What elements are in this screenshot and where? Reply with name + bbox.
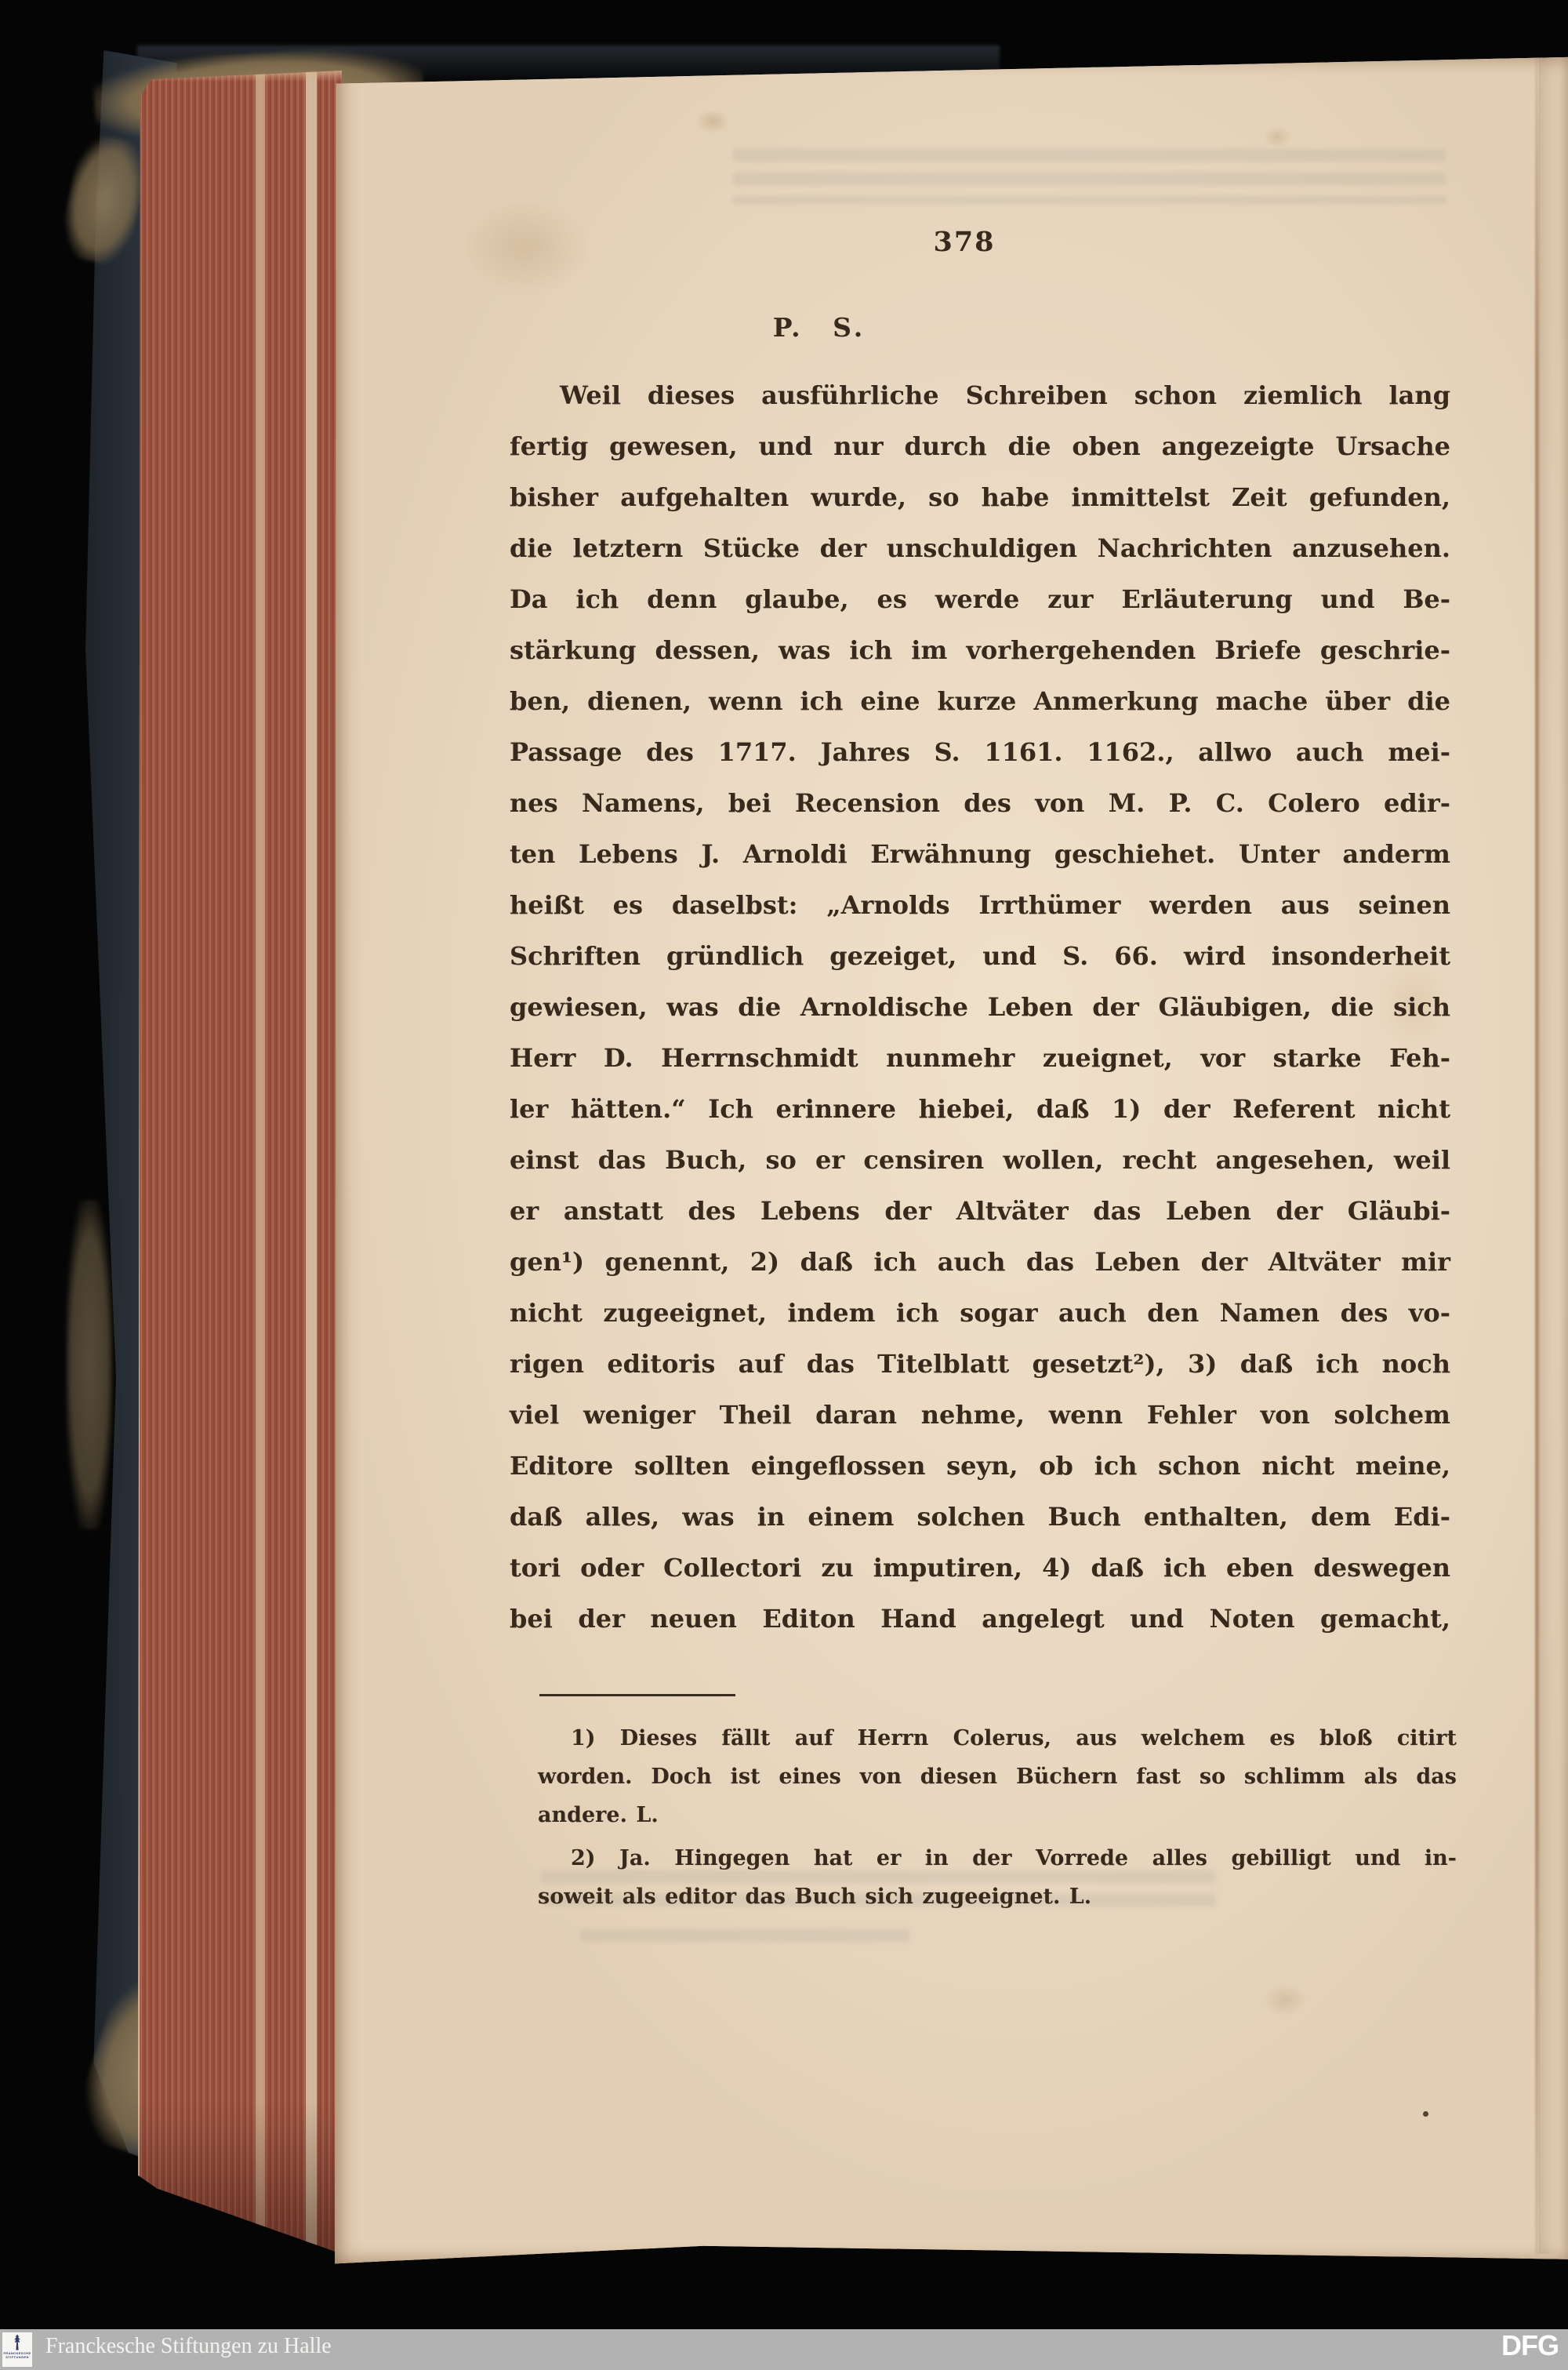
- dfg-logo: DFG: [1501, 2329, 1559, 2361]
- body-line: nicht zugeeignet, indem ich sogar auch den Namen des vo-: [510, 1298, 1450, 1328]
- body-line: Passage des 1717. Jahres S. 1161. 1162., allwo auch mei-: [510, 737, 1450, 767]
- body-line: tori oder Collectori zu imputiren, 4) daß ich eben deswegen: [510, 1553, 1450, 1583]
- library-name-label: Franckesche Stiftungen zu Halle: [45, 2334, 332, 2358]
- logo-caption-line: FRANCKESCHE: [3, 2351, 31, 2355]
- body-line: stärkung dessen, was ich im vorhergehenden Briefe geschrie-: [510, 635, 1450, 665]
- body-line: nes Namens, bei Recension des von M. P. C. Colero edir-: [510, 788, 1450, 818]
- body-line: einst das Buch, so er censiren wollen, recht angesehen, weil: [510, 1145, 1450, 1175]
- body-line: bisher aufgehalten wurde, so habe inmittelst Zeit gefunden,: [510, 482, 1450, 512]
- cover-tear: [66, 1200, 113, 1529]
- body-text: [510, 370, 1450, 1645]
- body-line: Schriften gründlich gezeiget, und S. 66. wird insonderheit: [510, 941, 1450, 971]
- body-line: Da ich denn glaube, es werde zur Erläuterung und Be-: [510, 584, 1450, 614]
- footnote-2: [538, 1839, 1457, 1916]
- footnote-line: andere. L.: [538, 1803, 659, 1827]
- body-line: viel weniger Theil daran nehme, wenn Fehler von solchem: [510, 1400, 1450, 1430]
- francke-foundations-logo: [2, 2332, 32, 2367]
- body-line: Weil dieses ausführliche Schreiben schon ziemlich lang: [560, 380, 1450, 410]
- footnote-separator: [539, 1694, 735, 1696]
- body-line: gewiesen, was die Arnoldische Leben der Gläubigen, die sich: [510, 992, 1450, 1022]
- body-line: ten Lebens J. Arnoldi Erwähnung geschiehet. Unter anderm: [510, 839, 1450, 869]
- footnote-line: 1) Dieses fällt auf Herrn Colerus, aus welchem es bloß citirt: [571, 1726, 1457, 1750]
- body-line: heißt es daselbst: „Arnolds Irrthümer werden aus seinen: [510, 890, 1450, 920]
- eagle-icon: [11, 2334, 24, 2351]
- footnote-line: worden. Doch ist eines von diesen Büchern fast so schlimm als das: [538, 1765, 1457, 1789]
- body-line: Herr D. Herrnschmidt nunmehr zueignet, vor starke Feh-: [510, 1043, 1450, 1073]
- viewer-footer-bar: [0, 2329, 1568, 2370]
- footnote-line: soweit als editor das Buch sich zugeeignet. L.: [538, 1885, 1092, 1909]
- body-line: bei der neuen Editon Hand angelegt und Noten gemacht,: [510, 1604, 1450, 1634]
- body-line: fertig gewesen, und nur durch die oben angezeigte Ursache: [510, 431, 1450, 461]
- book-fore-edge-pages: [132, 71, 342, 2254]
- footnotes: [538, 1719, 1457, 1916]
- postscript-heading: P. S.: [772, 312, 866, 343]
- body-line: gen¹) genennt, 2) daß ich auch das Leben der Altväter mir: [510, 1247, 1450, 1277]
- show-through-text: [580, 1929, 909, 1950]
- body-line: ler hätten.“ Ich erinnere hiebei, daß 1) der Referent nicht: [510, 1094, 1450, 1124]
- body-line: rigen editoris auf das Titelblatt gesetzt²), 3) daß ich noch: [510, 1349, 1450, 1379]
- page-number: 378: [933, 226, 996, 258]
- ink-speck: [1423, 2111, 1428, 2117]
- body-line: daß alles, was in einem solchen Buch enthalten, dem Edi-: [510, 1502, 1450, 1532]
- footnote-line: 2) Ja. Hingegen hat er in der Vorrede alles gebilligt und in-: [571, 1846, 1457, 1870]
- show-through-text: [733, 149, 1446, 204]
- body-line: die letztern Stücke der unschuldigen Nachrichten anzusehen.: [510, 533, 1450, 563]
- logo-caption-line: STIFTUNGEN: [5, 2355, 29, 2359]
- footnote-1: [538, 1719, 1457, 1834]
- body-line: Editore sollten eingeflossen seyn, ob ich schon nicht meine,: [510, 1451, 1450, 1481]
- body-line: er anstatt des Lebens der Altväter das Leben der Gläubi-: [510, 1196, 1450, 1226]
- body-line: ben, dienen, wenn ich eine kurze Anmerkung mache über die: [510, 686, 1450, 716]
- page-gutter-shadow: [1539, 58, 1568, 2254]
